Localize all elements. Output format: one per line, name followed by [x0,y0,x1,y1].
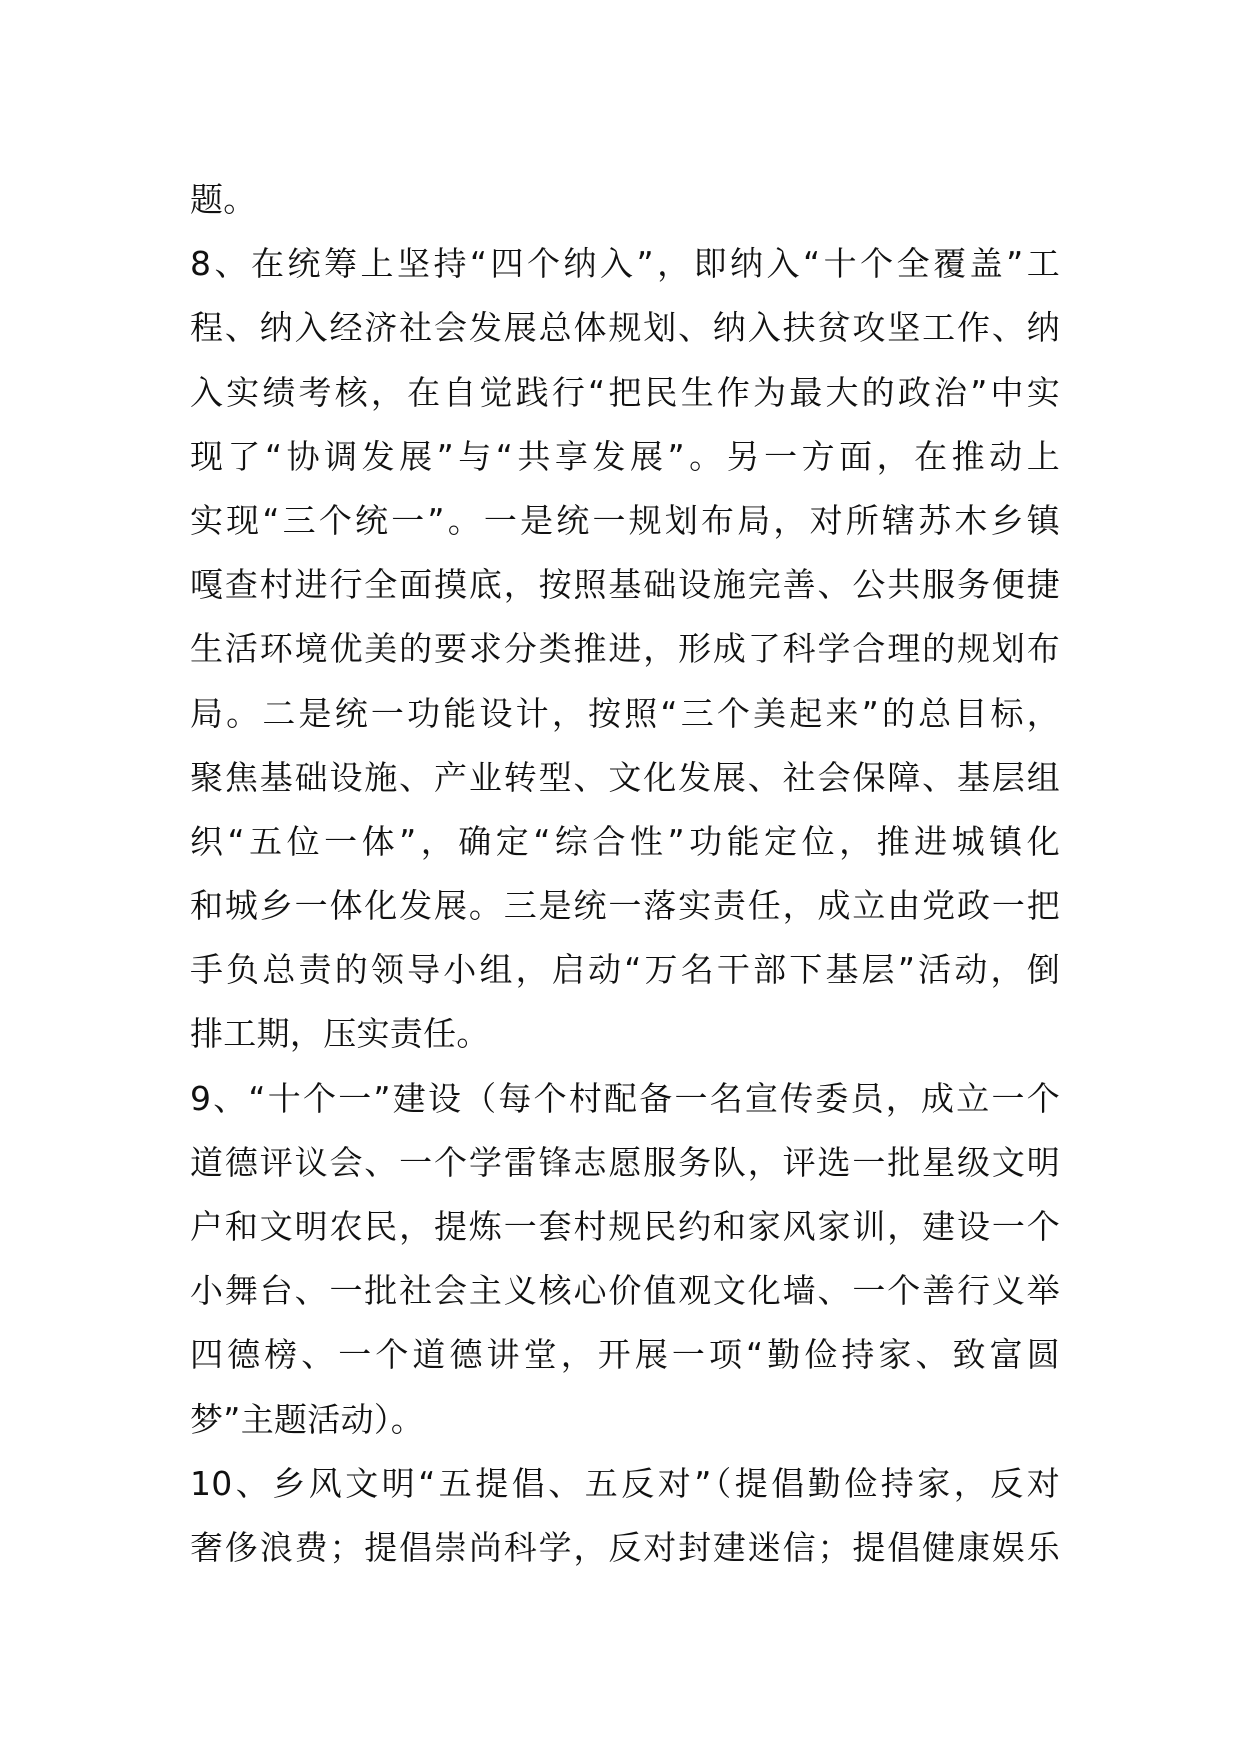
text-line: 户和文明农民，提炼一套村规民约和家风家训，建设一个 [190,1207,1060,1246]
text-line: 道德评议会、一个学雷锋志愿服务队，评选一批星级文明 [190,1142,1060,1182]
text-line: 8、在统筹上坚持“四个纳入”，即纳入“十个全覆盖”工 [190,244,1060,284]
text-line: 织“五位一体”，确定“综合性”功能定位，推进城镇化 [190,821,1060,861]
text-line: 奢侈浪费；提倡崇尚科学，反对封建迷信；提倡健康娱乐 [190,1527,1060,1567]
text-line: 嘎查村进行全面摸底，按照基础设施完善、公共服务便捷 [190,565,1060,605]
text-line: 局。二是统一功能设计，按照“三个美起来”的总目标， [190,693,1060,733]
text-line: 10、乡风文明“五提倡、五反对”（提倡勤俭持家，反对 [190,1463,1060,1503]
text-line: 现了“协调发展”与“共享发展”。另一方面，在推动上 [190,436,1060,476]
text-line: 9、“十个一”建设（每个村配备一名宣传委员，成立一个 [190,1078,1060,1118]
text-line: 聚焦基础设施、产业转型、文化发展、社会保障、基层组 [190,757,1060,797]
text-line: 四德榜、一个道德讲堂，开展一项“勤俭持家、致富圆 [190,1335,1060,1375]
text-line: 梦”主题活动）。 [190,1399,424,1439]
body-text [190,168,1060,1580]
text-line: 和城乡一体化发展。三是统一落实责任，成立由党政一把 [190,886,1060,926]
text-line: 题。 [190,180,257,219]
text-line: 排工期，压实责任。 [190,1014,490,1054]
text-line: 入实绩考核，在自觉践行“把民生作为最大的政治”中实 [190,372,1060,412]
text-line: 实现“三个统一”。一是统一规划布局，对所辖苏木乡镇 [190,500,1060,540]
text-line: 小舞台、一批社会主义核心价值观文化墙、一个善行义举 [190,1271,1060,1311]
text-line: 手负总责的领导小组，启动“万名干部下基层”活动，倒 [190,950,1060,990]
text-line: 程、纳入经济社会发展总体规划、纳入扶贫攻坚工作、纳 [190,308,1060,348]
text-line: 生活环境优美的要求分类推进，形成了科学合理的规划布 [190,629,1060,669]
